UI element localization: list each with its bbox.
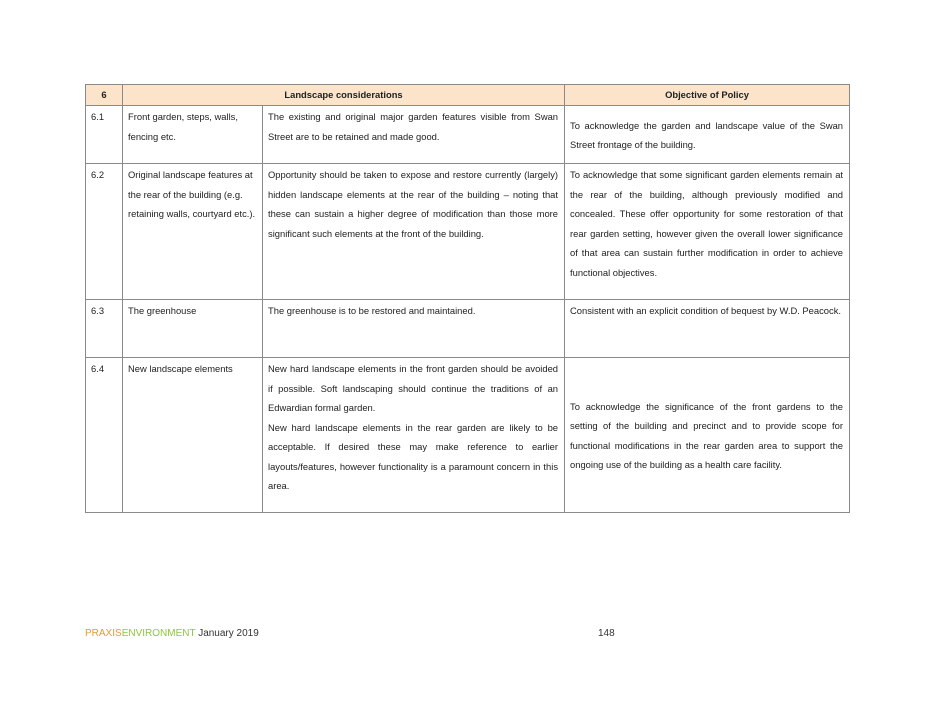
row-number: 6.3: [86, 300, 123, 358]
policy-paragraph: The greenhouse is to be restored and maintained.: [268, 305, 476, 316]
brand-praxis: PRAXIS: [85, 628, 122, 639]
row-element: New landscape elements: [123, 358, 263, 513]
row-objective: To acknowledge the significance of the front gardens to the setting of the building and precinct and to provide scope for functional modifications in the rear garden area to support the ongoing use of the building as a health care facility.: [565, 358, 850, 513]
policy-paragraph: The existing and original major garden features visible from Swan Street are to be retained and made good.: [268, 111, 559, 142]
footer-brand-date: [85, 628, 259, 639]
row-policy: [263, 300, 565, 358]
row-policy: [263, 164, 565, 300]
row-number: 6.4: [86, 358, 123, 513]
table-row: [86, 358, 850, 513]
table-row: [86, 164, 850, 300]
row-objective: Consistent with an explicit condition of bequest by W.D. Peacock.: [565, 300, 850, 358]
row-number: 6.1: [86, 106, 123, 164]
row-element: The greenhouse: [123, 300, 263, 358]
row-objective: To acknowledge the garden and landscape value of the Swan Street frontage of the building.: [565, 106, 850, 164]
row-objective: To acknowledge that some significant garden elements remain at the rear of the building, although previously modified and concealed. These offer opportunity for some restoration of that rear garden setting, however given the overall lower significance of that area can sustain further modification in order to achieve functional objectives.: [565, 164, 850, 300]
policy-paragraph: New hard landscape elements in the rear garden are likely to be acceptable. If desired these may make reference to earlier layouts/features, however functionality is a paramount concern in this area.: [268, 421, 559, 491]
landscape-policy-table: [85, 84, 850, 513]
row-number: 6.2: [86, 164, 123, 300]
footer-date: January 2019: [198, 628, 259, 639]
policy-paragraph: Opportunity should be taken to expose and restore currently (largely) hidden landscape elements at the rear of the building – noting that these can sustain a higher degree of modification than those more significant such elements at the front of the building.: [268, 169, 559, 239]
brand-environment: ENVIRONMENT: [121, 628, 196, 639]
table-row: [86, 300, 850, 358]
row-element: Original landscape features at the rear of the building (e.g. retaining walls, courtyard etc.).: [123, 164, 263, 300]
row-policy: [263, 358, 565, 513]
row-policy: [263, 106, 565, 164]
row-element: Front garden, steps, walls, fencing etc.: [123, 106, 263, 164]
policy-paragraph: New hard landscape elements in the front garden should be avoided if possible. Soft landscaping should continue the traditions of an Edwardian formal garden.: [268, 363, 559, 413]
header-objective-of-policy: Objective of Policy: [565, 85, 850, 106]
header-section-number: 6: [86, 85, 123, 106]
header-landscape-considerations: Landscape considerations: [123, 85, 565, 106]
table-row: [86, 106, 850, 164]
table-header-row: [86, 85, 850, 106]
page-number: 148: [598, 628, 615, 639]
